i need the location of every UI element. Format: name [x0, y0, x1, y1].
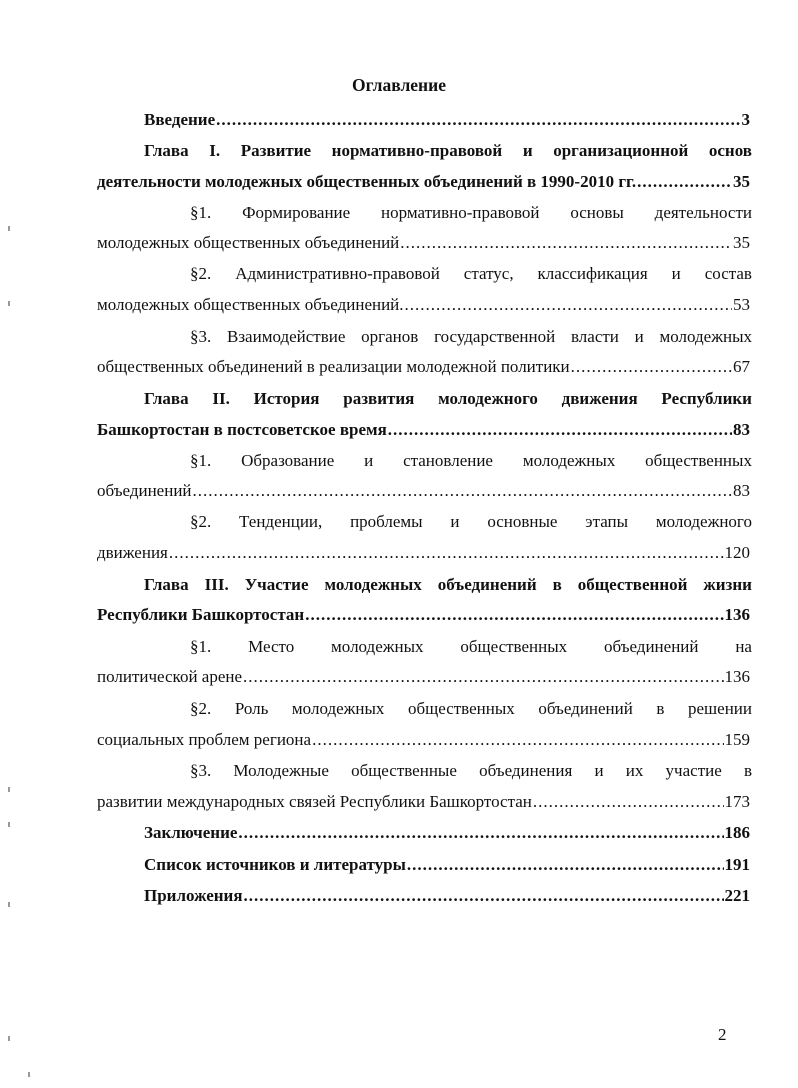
toc-word: нормативно-правовой [381, 203, 540, 222]
toc-chapter-3-line2[interactable] [97, 605, 750, 625]
toc-appendix-page: 221 [724, 886, 750, 905]
toc-word: деятельности [654, 203, 752, 222]
toc-ch3-s3-line2[interactable] [97, 792, 750, 812]
toc-word: состав [704, 264, 752, 283]
toc-word: Взаимодействие [227, 327, 346, 346]
page-number: 2 [718, 1025, 727, 1044]
toc-ch1-s1-line1[interactable] [190, 203, 752, 223]
toc-chapter-1-line1[interactable] [144, 141, 752, 161]
toc-word: §2. [190, 264, 212, 283]
toc-word: власти [570, 327, 619, 346]
toc-word: и [364, 451, 374, 470]
toc-ch1-s1-page: 35 [733, 233, 750, 252]
toc-ch2-s2-line1[interactable] [190, 512, 752, 532]
toc-word: объединений [437, 575, 537, 594]
toc-word: общественных [407, 699, 515, 718]
toc-word: молодежных [659, 327, 752, 346]
toc-ch3-s2-line1[interactable] [190, 699, 752, 719]
toc-word: общественные [351, 761, 457, 780]
toc-word: Глава [144, 575, 189, 594]
toc-word: §3. [190, 327, 212, 346]
toc-ch2-s1-page: 83 [733, 481, 750, 500]
toc-word: Место [248, 637, 295, 656]
scan-speck [8, 787, 10, 792]
toc-word: и [634, 327, 644, 346]
toc-chapter-2-line2[interactable] [97, 420, 750, 440]
toc-word: молодежных [522, 451, 616, 470]
toc-word: становление [403, 451, 493, 470]
toc-chapter-1-line2[interactable] [97, 172, 750, 192]
toc-word: III. [204, 575, 229, 594]
toc-word: История [253, 389, 320, 408]
toc-conclusion-label: Заключение [144, 823, 238, 842]
toc-chapter-3-line1[interactable] [144, 575, 752, 595]
toc-word: органов [361, 327, 419, 346]
dot-leader [405, 295, 732, 315]
toc-ch1-s3-line1[interactable] [190, 327, 752, 347]
toc-ch3-s3-text: развитии международных связей Республики Башкортостан [97, 792, 532, 811]
toc-word: объединений [603, 637, 699, 656]
toc-chapter-3-text: Республики Башкортостан [97, 605, 305, 624]
toc-chapter-1-page: 35 [733, 172, 750, 191]
toc-ch2-s1-text: объединений [97, 481, 192, 500]
toc-word: молодежного [438, 389, 538, 408]
toc-word: Молодежные [233, 761, 329, 780]
dot-leader [571, 357, 732, 377]
toc-ch1-s1-text: молодежных общественных объединений [97, 233, 400, 252]
toc-conclusion-page: 186 [724, 823, 750, 842]
scan-speck [8, 226, 10, 231]
toc-word: в [656, 699, 665, 718]
toc-word: и [522, 141, 533, 160]
toc-word: Административно-правовой [235, 264, 440, 283]
scan-speck [8, 301, 10, 306]
toc-appendix-label: Приложения [144, 886, 243, 905]
toc-word: Участие [244, 575, 309, 594]
toc-word: в [743, 761, 752, 780]
toc-ch2-s1-line1[interactable] [190, 451, 752, 471]
dot-leader [407, 855, 724, 875]
toc-word: Роль [234, 699, 269, 718]
toc-ch1-s3-line2[interactable] [97, 357, 750, 377]
toc-word: §1. [190, 637, 212, 656]
toc-ch2-s2-page: 120 [724, 543, 750, 562]
toc-intro-page: 3 [741, 110, 750, 129]
toc-entry-appendix[interactable] [144, 886, 750, 906]
toc-word: основные [487, 512, 558, 531]
toc-word: проблемы [350, 512, 423, 531]
toc-word: общественной [577, 575, 688, 594]
scan-speck [28, 1072, 30, 1077]
toc-chapter-3-page: 136 [724, 605, 750, 624]
toc-ch1-s3-text: общественных объединений в реализации молодежной политики [97, 357, 570, 376]
scan-speck [8, 902, 10, 907]
toc-word: жизни [703, 575, 752, 594]
toc-word: на [735, 637, 752, 656]
toc-intro-label: Введение [144, 110, 216, 129]
toc-ch3-s1-page: 136 [724, 667, 750, 686]
toc-word: этапы [585, 512, 629, 531]
toc-word: Республики [661, 389, 752, 408]
toc-ch2-s2-text: движения [97, 543, 168, 562]
toc-word: развития [343, 389, 415, 408]
toc-chapter-1-text: деятельности молодежных общественных объединений в 1990-2010 гг. [97, 172, 637, 191]
toc-word: молодежных [324, 575, 422, 594]
toc-entry-conclusion[interactable] [144, 823, 750, 843]
toc-word: объединения [479, 761, 573, 780]
toc-word: организационной [553, 141, 689, 160]
toc-word: молодежных [331, 637, 424, 656]
toc-word: Тенденции, [239, 512, 323, 531]
dot-leader [533, 792, 724, 812]
toc-word: общественных [460, 637, 568, 656]
toc-word: §1. [190, 451, 212, 470]
dot-leader [244, 886, 724, 906]
toc-word: нормативно-правовой [331, 141, 503, 160]
toc-sources-label: Список источников и литературы [144, 855, 406, 874]
toc-word: общественных [645, 451, 752, 470]
toc-word: классификация [537, 264, 648, 283]
toc-chapter-2-line1[interactable] [144, 389, 752, 409]
toc-word: решении [688, 699, 752, 718]
dot-leader [169, 543, 724, 563]
toc-word: Глава [144, 141, 189, 160]
toc-chapter-2-text: Башкортостан в постсоветское время [97, 420, 387, 439]
toc-ch3-s1-line1[interactable] [190, 637, 752, 657]
toc-ch1-s2-page: 53 [733, 295, 750, 314]
toc-ch2-s2-line2[interactable] [97, 543, 750, 563]
toc-word: I. [209, 141, 221, 160]
dot-leader [400, 233, 732, 253]
toc-ch3-s1-line2[interactable] [97, 667, 750, 687]
toc-ch3-s1-text: политической арене [97, 667, 243, 686]
toc-word: основ [708, 141, 752, 160]
toc-word: молодежных [291, 699, 385, 718]
dot-leader [388, 420, 732, 440]
toc-word: основы [570, 203, 624, 222]
toc-word: их [625, 761, 644, 780]
toc-entry-intro[interactable] [144, 110, 750, 130]
toc-word: Развитие [240, 141, 312, 160]
toc-ch3-s2-text: социальных проблем региона [97, 730, 312, 749]
toc-word: объединений [538, 699, 633, 718]
toc-word: молодежного [655, 512, 752, 531]
toc-word: участие [665, 761, 722, 780]
toc-chapter-2-page: 83 [733, 420, 750, 439]
toc-word: Формирование [242, 203, 351, 222]
toc-word: в [552, 575, 562, 594]
toc-word: §3. [190, 761, 212, 780]
toc-word: Глава [144, 389, 189, 408]
toc-word: движения [561, 389, 638, 408]
toc-word: §1. [190, 203, 212, 222]
toc-sources-page: 191 [724, 855, 750, 874]
toc-word: §2. [190, 699, 212, 718]
toc-ch1-s1-line2[interactable] [97, 233, 750, 253]
toc-ch3-s3-page: 173 [724, 792, 750, 811]
scan-speck [8, 1036, 10, 1041]
scan-speck [8, 822, 10, 827]
toc-ch1-s2-text: молодежных общественных объединений. [97, 295, 404, 314]
toc-word: статус, [463, 264, 514, 283]
toc-ch3-s2-line2[interactable] [97, 730, 750, 750]
toc-word: и [450, 512, 460, 531]
dot-leader [305, 605, 723, 625]
toc-word: Образование [241, 451, 335, 470]
toc-word: государственной [434, 327, 556, 346]
dot-leader [216, 110, 740, 130]
dot-leader [637, 172, 732, 192]
dot-leader [312, 730, 723, 750]
toc-ch1-s3-page: 67 [733, 357, 750, 376]
toc-ch1-s2-line2[interactable] [97, 295, 750, 315]
toc-ch3-s3-line1[interactable] [190, 761, 752, 781]
dot-leader [193, 481, 732, 501]
toc-word: II. [212, 389, 230, 408]
toc-word: и [671, 264, 681, 283]
page-title: Оглавление [352, 75, 446, 95]
toc-ch1-s2-line1[interactable] [190, 264, 752, 284]
toc-entry-sources[interactable] [144, 855, 750, 875]
dot-leader [243, 667, 723, 687]
toc-word: и [594, 761, 604, 780]
dot-leader [238, 823, 723, 843]
toc-ch3-s2-page: 159 [724, 730, 750, 749]
toc-ch2-s1-line2[interactable] [97, 481, 750, 501]
toc-word: §2. [190, 512, 212, 531]
